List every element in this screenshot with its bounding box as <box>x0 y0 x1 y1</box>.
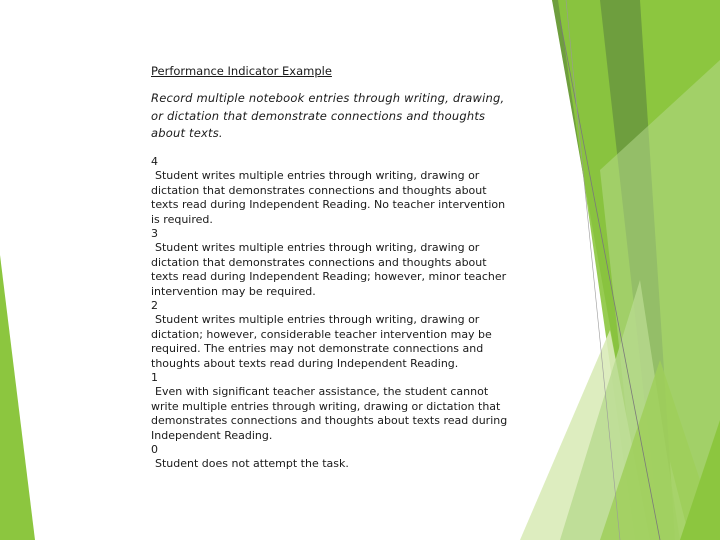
level-description: Student does not attempt the task. <box>155 457 349 471</box>
level-description: Student writes multiple entries through writing, drawing or dictation that demonstrates connections and thoughts about texts read during Independent Reading. No teacher intervention is required. <box>151 169 506 226</box>
slide-title: Performance Indicator Example <box>151 64 332 78</box>
slide-content <box>151 64 511 472</box>
level-description: Student writes multiple entries through writing, drawing or dictation; however, considerable teacher intervention may be required. The entries may not demonstrate connections and thoughts about texts read during Independent Reading. <box>151 313 492 370</box>
performance-indicator-text: Record multiple notebook entries through writing, drawing, or dictation that demonstrate connections and thoughts about texts. <box>151 91 505 141</box>
level-score: 1 <box>151 371 158 384</box>
rubric-levels <box>151 155 511 472</box>
level-description: Student writes multiple entries through writing, drawing or dictation that demonstrates connections and thoughts about texts read during Independent Reading; however, minor teacher intervention may be required. <box>151 241 507 298</box>
level-score: 4 <box>151 154 158 168</box>
level-score: 2 <box>151 298 158 312</box>
level-description: Even with significant teacher assistance, the student cannot write multiple entries through writing, drawing or dictation that demonstrates connections and thoughts about texts read during Independent Reading. <box>151 385 508 442</box>
level-score: 0 <box>151 443 158 457</box>
level-score: 3 <box>151 226 158 240</box>
facet-left <box>0 255 35 540</box>
